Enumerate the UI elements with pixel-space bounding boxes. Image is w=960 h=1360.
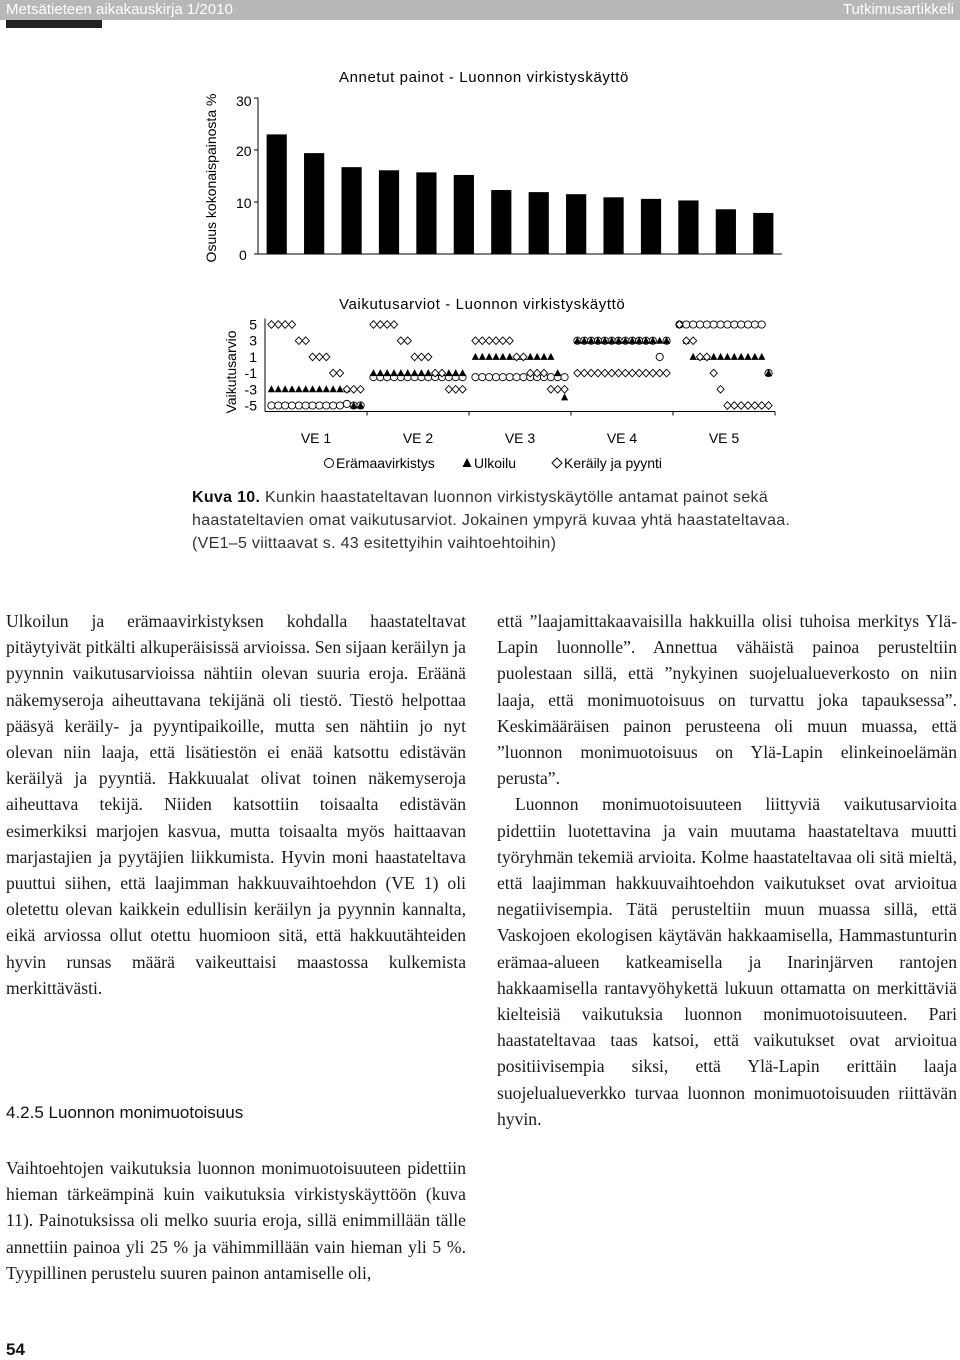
diamond-marker [656, 369, 663, 377]
triangle-marker [459, 369, 466, 376]
bar-chart-axis [254, 98, 782, 254]
triangle-marker [323, 385, 330, 392]
diamond-marker [268, 321, 275, 329]
diamond-marker [370, 321, 377, 329]
circle-marker [336, 402, 343, 409]
diamond-marker [452, 386, 459, 394]
triangle-marker [302, 385, 309, 392]
diamond-marker [275, 321, 282, 329]
circle-marker [309, 402, 316, 409]
diamond-marker [411, 353, 418, 361]
diamond-marker [397, 337, 404, 345]
circle-marker [275, 402, 282, 409]
diamond-marker [377, 321, 384, 329]
triangle-marker [506, 353, 513, 360]
diamond-marker [357, 386, 364, 394]
diamond-marker [588, 369, 595, 377]
scatter-ytick: -5 [244, 397, 257, 414]
diamond-marker [492, 337, 499, 345]
circle-marker [343, 400, 350, 407]
triangle-marker [731, 353, 738, 360]
circle-marker [751, 321, 758, 328]
diamond-marker [758, 402, 765, 410]
scatter-ytick: 1 [249, 348, 257, 365]
circle-marker [282, 402, 289, 409]
triangle-marker [397, 369, 404, 376]
caption-text: Kunkin haastateltavan luonnon virkistyskäytölle antamat painot sekä haastateltavien omat vaikutusarviot. Jokainen ympyrä kuvaa yhtä haastateltavaa. (VE1–5 viittaavat s. 43 esitettyihin vaihtoehtoihin) [192, 489, 791, 552]
diamond-marker [302, 337, 309, 345]
circle-marker [724, 321, 731, 328]
circle-marker [492, 374, 499, 381]
bar [341, 167, 361, 254]
legend [325, 455, 663, 471]
diamond-marker [731, 402, 738, 410]
diamond-marker [295, 337, 302, 345]
triangle-marker [295, 385, 302, 392]
triangle-marker [390, 369, 397, 376]
triangle-marker [288, 385, 295, 392]
right-column [497, 608, 957, 1132]
scatter-chart-title: Vaikutusarviot - Luonnon virkistyskäyttö [339, 296, 626, 313]
figure-chart [0, 0, 960, 480]
page-number: 54 [6, 1340, 25, 1359]
triangle-marker [479, 353, 486, 360]
circle-marker [683, 321, 690, 328]
bar [641, 199, 661, 254]
bar-ytick: 10 [236, 195, 252, 211]
diamond-marker [330, 369, 337, 377]
scatter-categories [301, 412, 775, 447]
triangle-marker [384, 369, 391, 376]
category-label: VE 2 [402, 430, 434, 446]
diamond-marker [390, 321, 397, 329]
triangle-marker [656, 337, 663, 344]
circle-marker [316, 402, 323, 409]
bar [716, 209, 736, 254]
circle-marker [703, 321, 710, 328]
triangle-marker [717, 353, 724, 360]
diamond-marker [506, 337, 513, 345]
scatter-yticks [245, 317, 258, 414]
triangle-marker [744, 353, 751, 360]
diamond-marker [608, 369, 615, 377]
paragraph: Ulkoilun ja erämaavirkistyksen kohdalla haastateltavat pitäytyivät pitkälti alkuperäisissä arvioissa. Sen sijaan keräilyn ja pyynnin vaikutusarvioissa nähtiin olevan suuria eroja. Eräänä näkemyseroja aiheuttavana tekijänä oli tiestö. Tiestö helpottaa pääsyä keräily- ja pyyntipaikoille, mutta sen nähtiin jo nyt olevan niin laaja, että lisätiestön ei enää katsottu edistävän keräilyä ja pyyntiä. Hakkuualat olivat toinen näkemyseroja aiheuttava tekijä. Niiden katsottiin toisaalta edistävän esimerkiksi marjojen kasvua, mutta toisaalta myös haittaavan marjastajien ja pyytäjien liikkumista. Hyvin moni haastateltava puuttui siihen, että laajimman hakkuuvaihtoehdon (VE 1) oli oletettu olevan kaikkein edullisin keräilyn ja pyynnin kannalta, eikä arviossa ollut otettu huomioon sitä, että hakkuutähteiden hyvin runsas määrä vaikeuttaisi maastossa kulkemista merkittävästi. [6, 611, 466, 998]
bar-ytick: 0 [239, 247, 247, 263]
triangle-marker [404, 369, 411, 376]
triangle-marker [492, 353, 499, 360]
triangle-marker [751, 353, 758, 360]
triangle-marker [282, 385, 289, 392]
diamond-marker [472, 337, 479, 345]
bar [678, 200, 698, 254]
diamond-marker [710, 369, 717, 377]
journal-name: Metsätieteen aikakauskirja 1/2010 [6, 1, 233, 18]
circle-marker [690, 321, 697, 328]
triangle-marker [738, 353, 745, 360]
legend-diamond-icon [552, 458, 562, 468]
diamond-marker [636, 369, 643, 377]
bar-chart-title: Annetut painot - Luonnon virkistyskäyttö [339, 69, 629, 86]
scatter-ytick: 5 [249, 316, 257, 333]
circle-marker [302, 402, 309, 409]
legend-label-ulkoilu: Ulkoilu [474, 455, 517, 471]
bar [267, 134, 287, 254]
circle-marker [710, 321, 717, 328]
bar-ytick: 20 [236, 143, 252, 159]
diamond-marker [309, 353, 316, 361]
diamond-marker [642, 369, 649, 377]
triangle-marker [561, 393, 568, 400]
diamond-marker [486, 337, 493, 345]
bar [416, 172, 436, 254]
diamond-marker [594, 369, 601, 377]
triangle-marker [690, 353, 697, 360]
diamond-marker [336, 369, 343, 377]
scatter-chart-ylabel: Vaikutusarvio [223, 330, 239, 414]
triangle-marker [336, 385, 343, 392]
category-label: VE 3 [504, 430, 536, 446]
category-label: VE 5 [708, 430, 740, 446]
circle-marker [268, 402, 275, 409]
circle-marker [520, 374, 527, 381]
triangle-marker [452, 369, 459, 376]
circle-marker [738, 321, 745, 328]
triangle-marker [472, 353, 479, 360]
legend-label-eramaa: Erämaavirkistys [336, 455, 435, 471]
diamond-marker [751, 402, 758, 410]
scatter-chart-axis [265, 319, 775, 412]
triangle-marker [534, 353, 541, 360]
circle-marker [288, 402, 295, 409]
circle-marker [513, 374, 520, 381]
diamond-marker [384, 321, 391, 329]
circle-marker [696, 321, 703, 328]
diamond-marker [690, 337, 697, 345]
legend-circle-icon [325, 459, 334, 468]
diamond-marker [499, 337, 506, 345]
circle-marker [731, 321, 738, 328]
triangle-marker [710, 353, 717, 360]
triangle-marker [411, 369, 418, 376]
triangle-marker [309, 385, 316, 392]
diamond-marker [629, 369, 636, 377]
triangle-marker [268, 385, 275, 392]
diamond-marker [717, 386, 724, 394]
diamond-marker [425, 353, 432, 361]
diamond-marker [574, 369, 581, 377]
bar [603, 197, 623, 254]
bar-chart-ylabel: Osuus kokonaispainosta % [203, 93, 219, 263]
bar [454, 175, 474, 254]
diamond-marker [601, 369, 608, 377]
bar [566, 194, 586, 254]
bar [529, 192, 549, 254]
diamond-marker [547, 386, 554, 394]
triangle-marker [370, 369, 377, 376]
triangle-marker [275, 385, 282, 392]
caption-label: Kuva 10. [192, 489, 261, 506]
triangle-marker [758, 353, 765, 360]
triangle-marker [418, 369, 425, 376]
circle-marker [717, 321, 724, 328]
scatter-ytick: -1 [244, 365, 257, 382]
left-column-continued [6, 1155, 466, 1286]
diamond-marker [316, 353, 323, 361]
scatter-ytick: 3 [249, 332, 257, 349]
circle-marker [330, 402, 337, 409]
triangle-marker [527, 353, 534, 360]
diamond-marker [561, 386, 568, 394]
triangle-marker [330, 385, 337, 392]
section-name: Tutkimusartikkeli [842, 1, 954, 18]
diamond-marker [738, 402, 745, 410]
circle-marker [479, 374, 486, 381]
diamond-marker [350, 386, 357, 394]
diamond-marker [622, 369, 629, 377]
paragraph: Vaihtoehtojen vaikutuksia luonnon monimuotoisuuteen pidettiin hieman tärkeämpinä kuin vaikutuksia virkistyskäyttöön (kuva 11). Painotuksissa oli melko suuria eroja, sillä enimmillään tälle annettiin painoa yli 25 % ja vähimmillään vain hieman yli 5 %. Tyypillinen perustelu suuren painon antamiselle oli, [6, 1158, 466, 1283]
diamond-marker [282, 321, 289, 329]
triangle-marker [547, 353, 554, 360]
diamond-marker [581, 369, 588, 377]
triangle-marker [554, 369, 561, 376]
figure-caption [192, 486, 812, 555]
section-heading: 4.2.5 Luonnon monimuotoisuus [6, 1103, 244, 1122]
bar [753, 213, 773, 254]
diamond-marker [288, 321, 295, 329]
diamond-marker [554, 386, 561, 394]
triangle-marker [540, 353, 547, 360]
diamond-marker [418, 353, 425, 361]
circle-marker [486, 374, 493, 381]
circle-marker [506, 374, 513, 381]
diamond-marker [323, 353, 330, 361]
circle-marker [472, 374, 479, 381]
paragraph: Luonnon monimuotoisuuteen liittyviä vaikutusarvioita pidettiin luotettavina ja vain muutama haastateltava muutti työryhmän tekemiä arvioita. Kolme haastateltavaa oli sitä mieltä, että laajimman hakkuuvaihtoehdon vaikutukset ovat arvioitua negatiivisempia. Tätä perusteltiin muun muassa sillä, että Vaskojoen ekologisen käytävän hakkaamisella, Hammastunturin erämaa-alueen katkeamisella ja Inarinjärven rantojen hakkaamisella rantavyöhykettä lukuun ottamatta on merkittäviä kielteisiä vaikutuksia luonnon monimuotoisuuteen. Pari haastateltavaa taas katsoi, että vaikutukset ovat arvioitua positiivisempia siksi, että Ylä-Lapin erittäin laaja suojelualueverkko turvaa luonnon monimuotoisuuden riittävän hyvin. [497, 794, 957, 1129]
diamond-marker [404, 337, 411, 345]
diamond-marker [479, 337, 486, 345]
scatter-markers [268, 321, 772, 410]
diamond-marker [744, 402, 751, 410]
diamond-marker [459, 386, 466, 394]
diamond-marker [615, 369, 622, 377]
circle-marker [323, 402, 330, 409]
category-label: VE 4 [606, 430, 638, 446]
circle-marker [295, 402, 302, 409]
bar-ytick: 30 [236, 93, 252, 109]
category-label: VE 1 [300, 430, 332, 446]
circle-marker [547, 374, 554, 381]
bar [379, 170, 399, 254]
triangle-marker [499, 353, 506, 360]
circle-marker [758, 321, 765, 328]
triangle-marker [724, 353, 731, 360]
circle-marker [656, 353, 663, 360]
diamond-marker [765, 402, 772, 410]
triangle-marker [425, 369, 432, 376]
diamond-marker [724, 402, 731, 410]
diamond-marker [663, 369, 670, 377]
bar [491, 190, 511, 254]
triangle-marker [486, 353, 493, 360]
scatter-ytick: -3 [244, 381, 257, 398]
triangle-marker [377, 369, 384, 376]
diamond-marker [445, 386, 452, 394]
triangle-marker [445, 369, 452, 376]
legend-triangle-icon [463, 458, 472, 467]
circle-marker [499, 374, 506, 381]
circle-marker [744, 321, 751, 328]
bar [304, 153, 324, 254]
left-column [6, 608, 466, 1001]
circle-marker [561, 374, 568, 381]
bar-series [267, 134, 774, 254]
legend-label-keraily: Keräily ja pyynti [564, 455, 663, 471]
paragraph: että ”laajamittakaavaisilla hakkuilla olisi tuhoisa merkitys Ylä-Lapin luonnolle”. Annettua vähäistä painoa perusteltiin puolestaan sillä, että ”nykyinen suojelualueverkosto on niin laaja, että monimuotoisuus on turvattu joka tapauksessa”. Keskimääräisen painon perusteena oli muun muassa, että ”luonnon monimuotoisuus on Ylä-Lapin elinkeinoelämän perusta”. [497, 611, 957, 789]
diamond-marker [649, 369, 656, 377]
triangle-marker [316, 385, 323, 392]
